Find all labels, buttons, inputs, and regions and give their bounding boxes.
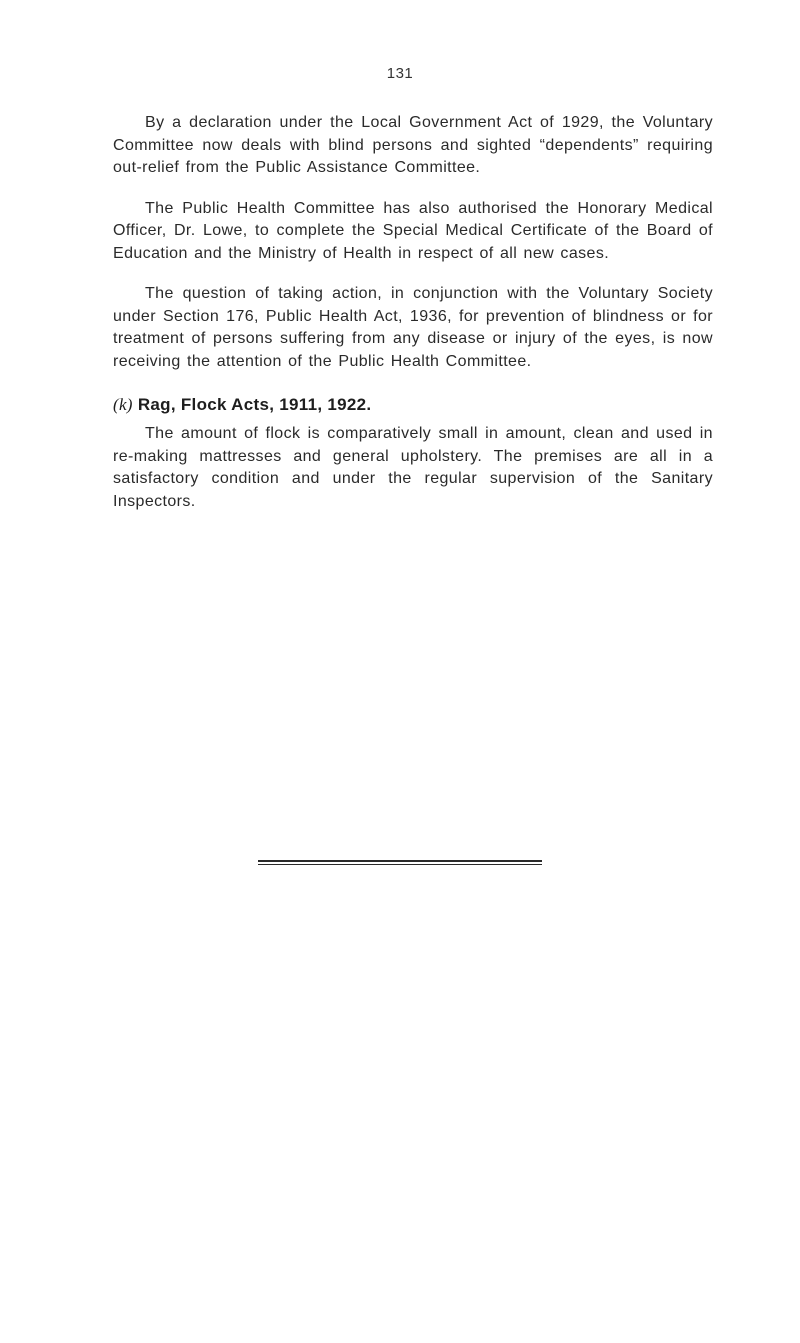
rule-line xyxy=(258,860,542,862)
rule-line xyxy=(258,864,542,866)
section-letter: (k) xyxy=(113,395,133,414)
paragraph-voluntary-committee: By a declaration under the Local Government Act of 1929, the Voluntary Committee now deals with blind persons and sighted “dependents” requiring out-relief from the Public Assistance Committee. xyxy=(113,114,713,176)
section-title: Rag, Flock Acts, 1911, 1922. xyxy=(137,395,372,414)
section-heading xyxy=(113,395,713,415)
document-body xyxy=(113,112,713,531)
paragraph-prevention-blindness: The question of taking action, in conjunction with the Voluntary Society under Section 176, Public Health Act, 1936, for prevention of blindness or for treatment of persons suffering from any disease or injury of the eyes, is now receiving the attention of the Public Health Committee. xyxy=(113,285,713,370)
paragraph-flock: The amount of flock is comparatively small in amount, clean and used in re-making mattresses and general upholstery. The premises are all in a satisfactory condition and under the regular supervision of the Sanitary Inspectors. xyxy=(113,425,713,510)
paragraph-medical-certificate: The Public Health Committee has also authorised the Honorary Medical Officer, Dr. Lowe, to complete the Special Medical Certificate of the Board of Education and the Ministry of Health in respect of all new cases. xyxy=(113,199,713,262)
page-number: 131 xyxy=(386,65,414,82)
double-rule-divider xyxy=(258,860,542,867)
